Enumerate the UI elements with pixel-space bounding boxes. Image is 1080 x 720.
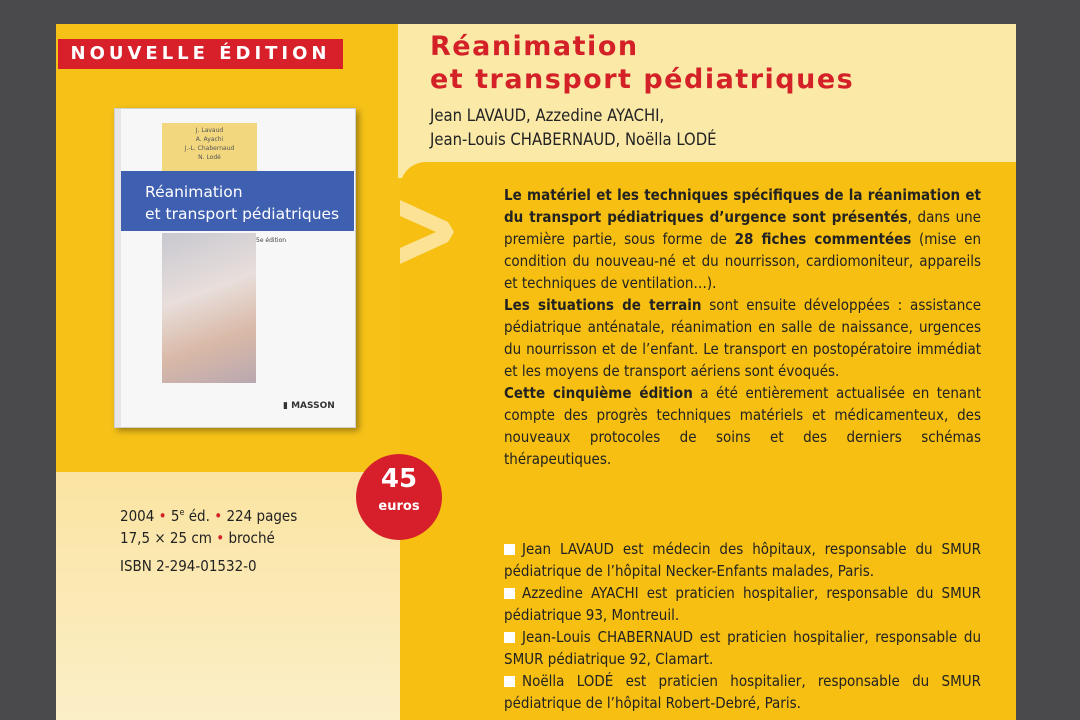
book-details (120, 502, 297, 577)
square-bullet-icon (504, 676, 515, 687)
year: 2004 (120, 507, 155, 525)
binding: broché (228, 529, 275, 547)
isbn: ISBN 2-294-01532-0 (120, 557, 257, 575)
cover-photo (162, 233, 256, 383)
author-bio: Jean LAVAUD est médecin des hôpitaux, responsable du SMUR pédiatrique de l’hôpital Necker-Enfants malades, Paris. (504, 540, 981, 580)
author-bio: Noëlla LODÉ est praticien hospitalier, responsable du SMUR pédiatrique de l’hôpital Robert-Debré, Paris. (504, 672, 981, 712)
description-paragraph: Le matériel et les techniques spécifiques de la réanimation et du transport pédiatriques d’urgence sont présentés, dans une première partie, sous forme de 28 fiches commentées (mise en condition du nouveau-né et du nourrisson, cardiomoniteur, appareils et techniques de ventilation…). (504, 186, 981, 292)
book-title: Réanimation et transport pédiatriques (430, 31, 855, 95)
cover-author: J.-L. Chabernaud (184, 145, 235, 152)
book-cover-image (114, 108, 356, 428)
author-bio: Azzedine AYACHI est praticien hospitalier, responsable du SMUR pédiatrique 93, Montreuil. (504, 584, 981, 624)
authors (430, 104, 717, 152)
description-paragraph: Les situations de terrain sont ensuite développées : assistance pédiatrique anténatale, réanimation en salle de naissance, urgences du nourrisson et de l’enfant. Le transport en postopératoire immédiat et les moyens de transport aériens sont évoqués. (504, 296, 982, 380)
square-bullet-icon (504, 588, 515, 599)
cover-author: A. Ayachi (195, 136, 224, 143)
publisher-name: MASSON (291, 401, 335, 411)
price-amount: 45 (380, 464, 418, 494)
cover-author: N. Lodé (198, 154, 221, 161)
cover-publisher (283, 401, 335, 411)
format: 17,5 × 25 cm (120, 529, 212, 547)
cover-title: Réanimation et transport pédiatriques (145, 183, 340, 223)
details-line-2 (120, 527, 297, 549)
author-bios (504, 538, 981, 714)
edition: 5e éd. (170, 507, 210, 525)
cover-spine (115, 109, 121, 427)
publisher-logo-icon: ▮ (283, 401, 292, 411)
description-paragraph: Cette cinquième édition a été entièrement actualisée en tenant compte des progrès techniques matériels et médicamenteux, des nouveaux protocoles de soins et des derniers schémas thérapeutiques. (504, 384, 981, 468)
cover-authors (162, 123, 257, 173)
price-unit: euros (378, 499, 420, 514)
book-flyer (56, 24, 1016, 720)
cover-author: J. Lavaud (195, 127, 224, 134)
square-bullet-icon (504, 632, 515, 643)
description-text (504, 184, 981, 470)
cover-edition: 5e édition (256, 237, 287, 244)
bullet-icon: • (158, 507, 171, 525)
bullet-icon: • (216, 529, 229, 547)
author-bio: Jean-Louis CHABERNAUD est praticien hospitalier, responsable du SMUR pédiatrique 92, Clamart. (504, 628, 981, 668)
square-bullet-icon (504, 544, 515, 555)
chevron-right-icon (396, 192, 486, 272)
details-line-1 (120, 502, 297, 527)
page-count: 224 pages (226, 507, 298, 525)
bullet-icon: • (214, 507, 227, 525)
authors-line: Jean LAVAUD, Azzedine AYACHI, (430, 106, 665, 125)
new-edition-badge: NOUVELLE ÉDITION (58, 39, 343, 69)
authors-line: Jean-Louis CHABERNAUD, Noëlla LODÉ (430, 130, 717, 149)
price-badge (356, 454, 442, 540)
